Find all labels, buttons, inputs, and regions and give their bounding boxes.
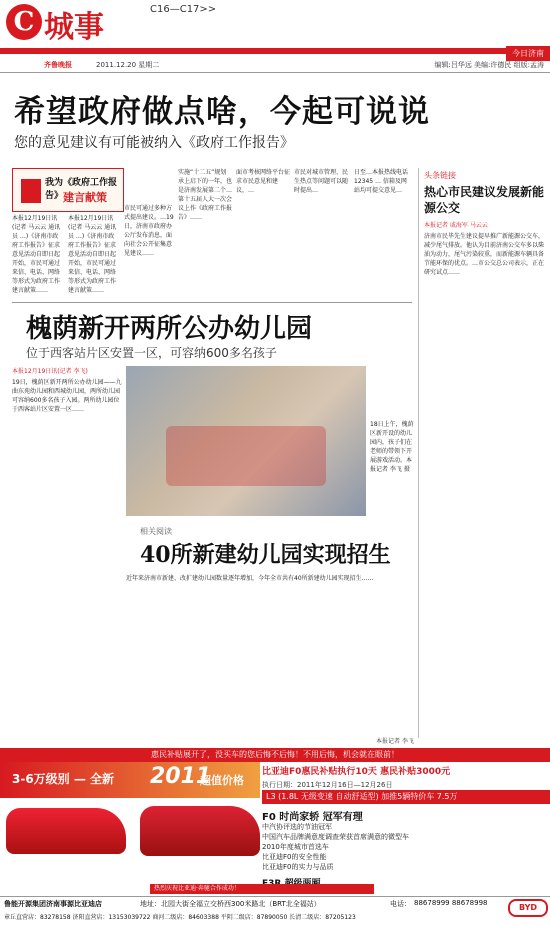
sidebar-body: 济南市民毕先生建议提早推广新能源公交车，减少尾气排放。他认为目前济南公交车多以柴油为动力，尾气污染较重，而新能源车辆具备节能环保的优点。…市公交总公司表示，正在研究试点…… xyxy=(424,233,544,276)
bullet: 中汽协评选的节油冠军 xyxy=(262,823,332,831)
story2-body: 19日，槐荫区新开两所公办幼儿园——九曲东苑幼儿园和西城幼儿园，两所幼儿园可容纳600多名孩子入园。两所幼儿园位于西客站片区安置一区…… xyxy=(12,379,122,413)
sidebar-title: 热心市民建议发展新能源公交 xyxy=(424,185,545,215)
kindergarten-photo xyxy=(126,366,366,516)
promo-year: 2011 xyxy=(150,764,212,789)
ad-top-strip: 惠民补贴展开了，没买车的您后悔不后悔！不用后悔，机会就在眼前！ xyxy=(0,748,550,762)
flag-icon xyxy=(21,179,41,203)
section-title: 城事 xyxy=(44,10,104,45)
lead-col-5: 面市考核网络平台征求市民意见和建议，… xyxy=(236,169,290,194)
lead-col-6: 市民对城市管理、民生热点等问题可以随时提出… xyxy=(294,169,349,194)
promo-right: 比亚迪F0惠民补贴执行10天 惠民补贴3000元 xyxy=(262,767,451,777)
story3-headline: 40所新建幼儿园实现招生 xyxy=(140,542,391,568)
branch-list: 章丘直营店：83278158 济阳直营店：13153039722 商河二级店：84603388 平阴二级店：87890050 长清二级店：87205123 xyxy=(4,914,356,921)
dealer-bar xyxy=(0,896,550,925)
story3-body: 近年来济南市新建、改扩建幼儿园数量逐年增加，今年全市共有40所新建幼儿园实现招生…… xyxy=(126,575,374,582)
dealer-name: 鲁能开源集团济南事源比亚迪店 xyxy=(4,900,102,908)
story2-subhead: 位于西客站片区安置一区，可容纳600多名孩子 xyxy=(26,346,277,360)
lead-col-4: 实施“十二五”规划承上启下的一年，也是济南发展第二个…第十五届人大一次会议上作《政府工作报告》…… xyxy=(178,169,232,221)
dealer-address: 地址：北园大街全福立交桥西300米路北（BRT北全福站） xyxy=(140,900,321,908)
lead-col-3: 市民可通过多种方式提出建议。…19日，济南市政府办公厅发布消息，面向社会公开征集意见建议…… xyxy=(124,205,174,257)
paper-name: 齐鲁晚报 xyxy=(44,60,72,69)
dealer-phone: 88678999 88678998 xyxy=(414,899,488,907)
date-bar xyxy=(0,58,550,70)
hotline: 热烈庆祝比亚迪·奔驰合作成功！ xyxy=(150,884,374,894)
lead-subhead: 您的意见建议有可能被纳入《政府工作报告》 xyxy=(14,135,294,151)
sidebar-label: 头条链接 xyxy=(424,171,456,180)
story3-byline: 本报记者 李飞 xyxy=(376,738,414,745)
bullet: 比亚迪F0的实力与品质 xyxy=(262,863,334,871)
phone-label: 电话： xyxy=(390,900,411,908)
divider xyxy=(12,302,412,303)
editors: 编辑:吕华远 美编:许德民 组版:孟涛 xyxy=(434,61,544,69)
model-title: F0 时尚家轿 冠军有理 xyxy=(262,812,363,823)
promo-banner xyxy=(0,762,260,798)
section-logo: C xyxy=(6,4,42,40)
box-title: 我为《政府工作报告》 xyxy=(45,178,118,201)
bullet: 比亚迪F0的安全性能 xyxy=(262,853,327,861)
divider xyxy=(0,72,550,73)
report-box xyxy=(12,168,124,212)
story2-headline: 槐荫新开两所公办幼儿园 xyxy=(26,314,313,344)
bullet: 中国汽车品牌满意度调查荣获首席满意的微型车 xyxy=(262,833,409,841)
lead-headline: 希望政府做点啥，今起可说说 xyxy=(14,94,430,130)
related-label: 相关阅读 xyxy=(140,527,172,536)
promo-left: 3-6万级别 — 全新 xyxy=(12,772,115,786)
children-figures xyxy=(166,426,326,486)
box-sub: 建言献策 xyxy=(63,191,107,204)
model-bullets xyxy=(262,822,548,872)
photo-caption: 18日上午，槐荫区新开设的幼儿园内，孩子们在老师的带领下开展游戏活动。本报记者 李飞 摄 xyxy=(370,421,414,473)
sidebar-rule xyxy=(418,168,419,738)
story2-byline: 本报12月19日讯(记者 李飞) xyxy=(12,368,88,375)
bullet: 2010年度城市首选车 xyxy=(262,843,329,851)
issue-date: 2011.12.20 星期二 xyxy=(96,61,160,69)
city-badge: 今日济南 xyxy=(506,46,550,61)
promo-tag: 超值价格 xyxy=(200,774,244,787)
header-rule xyxy=(0,48,550,54)
sedan-image xyxy=(140,806,260,856)
red-car-image xyxy=(6,808,126,854)
lead-col-2: 本报12月19日讯(记者 马云云 通讯员 …)《济南市政府工作报告》征求意见活动自即日起开始，市民可通过来信、电话、网络等形式为政府工作建言献策…… xyxy=(68,215,117,294)
lead-col-7: 日至…本报热线电话 12345 … 信箱及网站均可提交意见… xyxy=(354,169,409,194)
sidebar-byline: 本报记者 戚海军 马云云 xyxy=(424,222,488,229)
page-range: C16—C17>> xyxy=(150,4,217,15)
promo-dates: 执行日期：2011年12月16日—12月26日 xyxy=(262,781,393,789)
byd-advertisement xyxy=(0,748,550,924)
lead-col-1: 本报12月19日讯(记者 马云云 通讯员 …)《济南市政府工作报告》征求意见活动自即日起开始，市民可通过来信、电话、网络等形式为政府工作建言献策…… xyxy=(12,215,61,294)
price-line: L3 (1.8L 无级变速 自动舒适型) 加推5辆特价车 7.5万 xyxy=(262,790,550,804)
byd-logo: BYD xyxy=(508,899,548,917)
